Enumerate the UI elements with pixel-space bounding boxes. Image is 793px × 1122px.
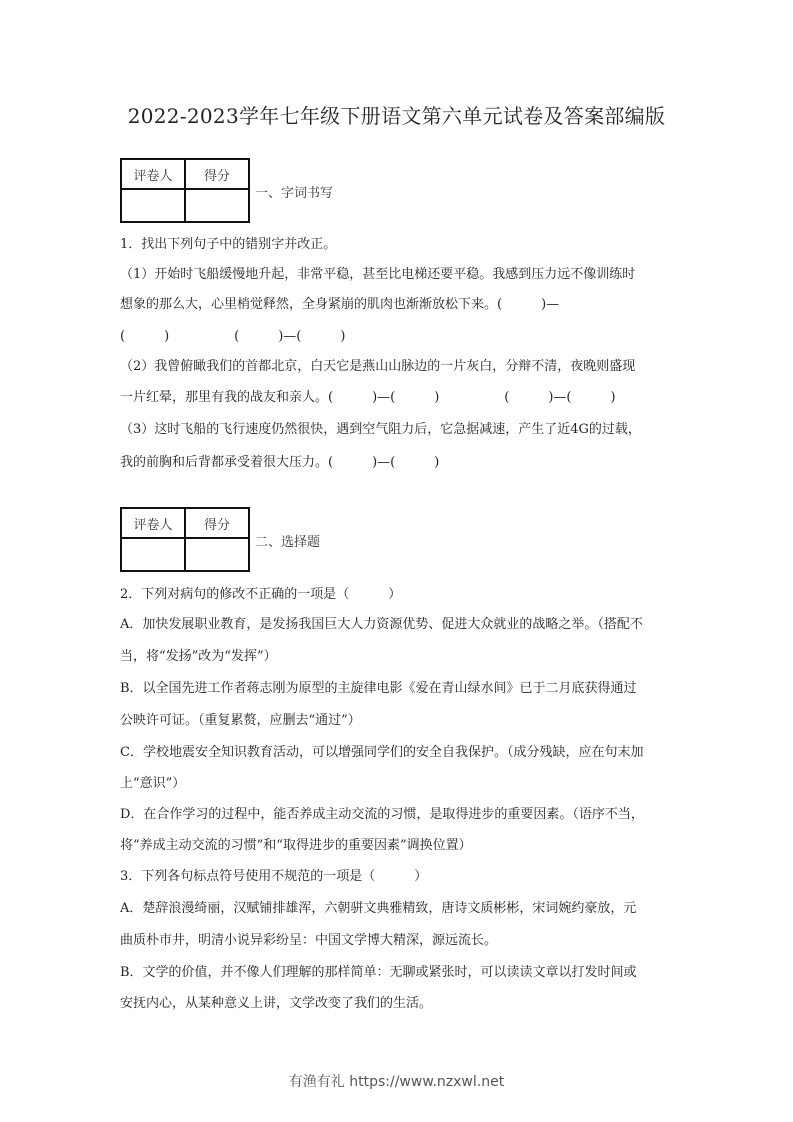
page-title: 2022-2023学年七年级下册语文第六单元试卷及答案部编版 xyxy=(127,104,666,128)
option-line: B．文学的价值，并不像人们理解的那样简单：无聊或紧张时，可以读读文章以打发时间或 xyxy=(120,965,637,980)
question-line: 我的前胸和后背都承受着很大压力。( )—( ) xyxy=(120,455,440,470)
score-header: 得分 xyxy=(185,508,249,538)
grader-header: 评卷人 xyxy=(121,508,185,538)
question-line: （3）这时飞船的飞行速度仍然很快，遇到空气阻力后，它急据减速，产生了近4G的过载， xyxy=(120,422,641,437)
grader-cell xyxy=(121,538,185,571)
option-line: D．在合作学习的过程中，能否养成主动交流的习惯，是取得进步的重要因素。（语序不当， xyxy=(120,807,644,822)
answer-blank-line: ( ) ( )—( ) xyxy=(120,329,346,344)
option-line: C．学校地震安全知识教育活动，可以增强同学们的安全自我保护。（成分残缺，应在句末加 xyxy=(120,745,644,760)
score-cell xyxy=(185,538,249,571)
question-line: （1）开始时飞船缓慢地升起，非常平稳，甚至比电梯还要平稳。我感到压力远不像训练时 xyxy=(120,267,636,282)
score-table-2 xyxy=(120,507,250,572)
question-line: 1．找出下列句子中的错别字并改正。 xyxy=(120,237,337,252)
option-line: A．楚辞浪漫绮丽，汉赋铺排雄浑，六朝骈文典雅精致，唐诗文质彬彬，宋词婉约豪放，元 xyxy=(120,901,637,916)
option-line: 安抚内心，从某种意义上讲，文学改变了我们的生活。 xyxy=(120,996,433,1011)
question-line: 想象的那么大，心里梢觉释然，全身紧崩的肌肉也渐渐放松下来。( )— xyxy=(120,297,560,312)
option-line: A．加快发展职业教育，是发扬我国巨大人力资源优势、促进大众就业的战略之举。（搭配不 xyxy=(120,617,643,632)
option-line: 公映许可证。（重复累赘，应删去“通过”） xyxy=(120,713,361,728)
option-line: 当，将“发扬”改为“发挥”） xyxy=(120,649,277,664)
option-line: B．以全国先进工作者蒋志刚为原型的主旋律电影《爱在青山绿水间》已于二月底获得通过 xyxy=(120,681,637,696)
option-line: 曲质朴市井，明清小说异彩纷呈：中国文学博大精深，源远流长。 xyxy=(120,933,498,948)
score-table-1 xyxy=(120,158,250,223)
grader-cell xyxy=(121,189,185,222)
score-header: 得分 xyxy=(185,159,249,189)
question-line: 3．下列各句标点符号使用不规范的一项是（ ） xyxy=(120,869,428,884)
footer-watermark: 有渔有礼 https://www.nzxwl.net xyxy=(288,1074,505,1090)
section-heading-2: 二、选择题 xyxy=(255,535,321,550)
grader-header: 评卷人 xyxy=(121,159,185,189)
question-line: 2．下列对病句的修改不正确的一项是（ ） xyxy=(120,587,402,602)
score-cell xyxy=(185,189,249,222)
question-line: （2）我曾俯瞰我们的首都北京，白天它是燕山山脉边的一片灰白，分辩不清，夜晚则盛现 xyxy=(120,359,636,374)
option-line: 将“养成主动交流的习惯”和“取得进步的重要因素”调换位置） xyxy=(120,838,472,853)
section-heading-1: 一、字词书写 xyxy=(255,186,334,201)
question-line: 一片红晕，那里有我的战友和亲人。( )—( ) ( )—( ) xyxy=(120,390,616,405)
option-line: 上“意识”） xyxy=(120,776,186,791)
